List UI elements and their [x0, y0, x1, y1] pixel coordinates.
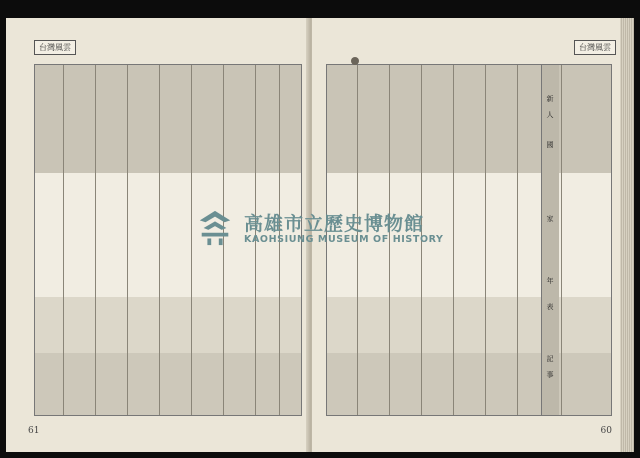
page-edges [620, 18, 634, 452]
left-folio: 61 [28, 426, 40, 436]
left-running-head: 台灣風雲 [34, 40, 76, 55]
column-rule [127, 65, 128, 415]
table-head-label: 記 [546, 355, 554, 362]
museum-watermark [196, 207, 456, 253]
table-head-column [541, 65, 559, 415]
right-header-band [327, 65, 611, 173]
right-folio: 60 [600, 426, 612, 436]
left-header-band [35, 65, 301, 173]
table-head-label: 人 [546, 111, 554, 118]
binding-pin [351, 57, 359, 65]
table-head-label: 表 [546, 303, 554, 310]
table-head-label: 家 [546, 215, 554, 222]
column-rule [517, 65, 518, 415]
column-rule [191, 65, 192, 415]
table-head-label: 新 [546, 95, 554, 102]
left-mid-band [35, 297, 301, 355]
table-head-label: 事 [546, 371, 554, 378]
table-head-label: 國 [546, 141, 554, 148]
column-rule [159, 65, 160, 415]
table-head-label: 年 [546, 277, 554, 284]
right-mid-band [327, 297, 611, 355]
museum-logo-icon [196, 209, 234, 247]
column-rule [561, 65, 562, 415]
column-rule [95, 65, 96, 415]
column-rule [63, 65, 64, 415]
watermark-name-en: KAOHSIUNG MUSEUM OF HISTORY [244, 234, 444, 245]
right-footer-band [327, 353, 611, 415]
left-footer-band [35, 353, 301, 415]
right-running-head: 台灣風雲 [574, 40, 616, 55]
watermark-name-zh: 高雄市立歷史博物館 [244, 213, 425, 235]
column-rule [485, 65, 486, 415]
